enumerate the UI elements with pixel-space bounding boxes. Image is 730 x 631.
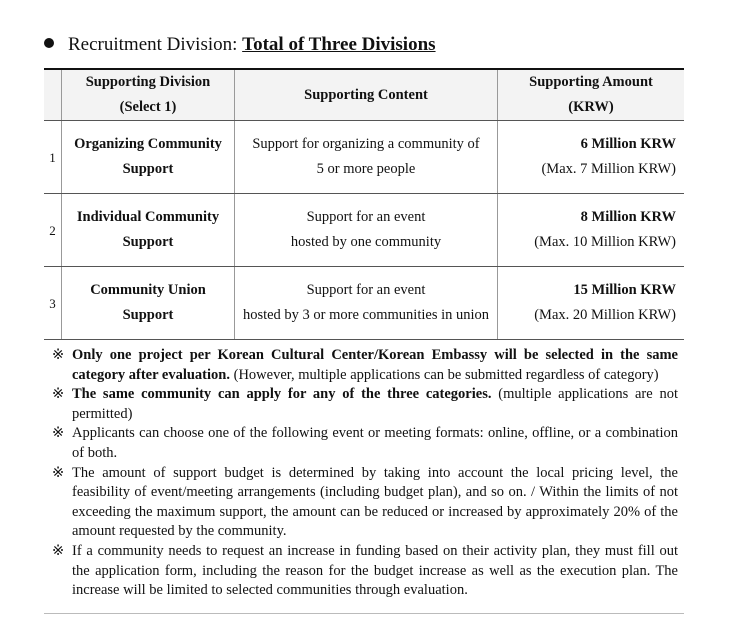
bottom-divider [44,613,684,614]
table-row [44,194,684,267]
bullet-icon [44,38,54,48]
section-heading [44,32,436,58]
row-amount: 6 Million KRW (Max. 7 Million KRW) [498,121,685,194]
heading-emphasis: Total of Three Divisions [242,34,436,55]
note-text: If a community needs to request an increase in funding based on their activity plan, they must fill out the application form, including the reason for the budget increase as well as the execution plan. The increase will be limited to selected communities through evaluation. [72,542,678,599]
note-item [52,385,678,424]
row-content: Support for an event hosted by 3 or more communities in union [235,267,498,340]
note-text: The amount of support budget is determined by taking into account the local pricing level, the feasibility of event/meeting arrangements (including budget plan), and so on. / Within the limits of not exceeding the maximum support, the amount can be reduced or increased by approximately 20% of the amount requested by the community. [72,464,678,540]
note-text: The same community can apply for any of the three categories. (multiple applications are not permitted) [72,386,678,422]
notes-list [52,346,678,601]
note-item [52,346,678,385]
row-number: 1 [44,121,62,194]
row-division: Organizing Community Support [62,121,235,194]
note-item [52,424,678,463]
row-division: Community Union Support [62,267,235,340]
header-content: Supporting Content [235,69,498,121]
reference-mark-icon: ※ [52,425,65,442]
row-content: Support for an event hosted by one community [235,194,498,267]
header-division: Supporting Division (Select 1) [62,69,235,121]
table-row [44,121,684,194]
note-item [52,542,678,601]
row-content: Support for organizing a community of 5 or more people [235,121,498,194]
header-amount: Supporting Amount (KRW) [498,69,685,121]
row-number: 3 [44,267,62,340]
reference-mark-icon: ※ [52,347,65,363]
row-division: Individual Community Support [62,194,235,267]
table-row [44,267,684,340]
row-number: 2 [44,194,62,267]
note-text: Applicants can choose one of the following event or meeting formats: online, offline, or a combination of both. [72,425,678,461]
row-amount: 8 Million KRW (Max. 10 Million KRW) [498,194,685,267]
row-amount: 15 Million KRW (Max. 20 Million KRW) [498,267,685,340]
support-divisions-table [44,68,684,340]
reference-mark-icon: ※ [52,464,65,481]
header-number [44,69,62,121]
heading-label: Recruitment Division: [68,34,243,55]
reference-mark-icon: ※ [52,542,65,559]
table-header-row [44,69,684,121]
note-text: Only one project per Korean Cultural Center/Korean Embassy will be selected in the same category after evaluation. (However, multiple applications can be submitted regardless of category) [72,347,678,383]
reference-mark-icon: ※ [52,386,65,403]
note-item [52,464,678,542]
